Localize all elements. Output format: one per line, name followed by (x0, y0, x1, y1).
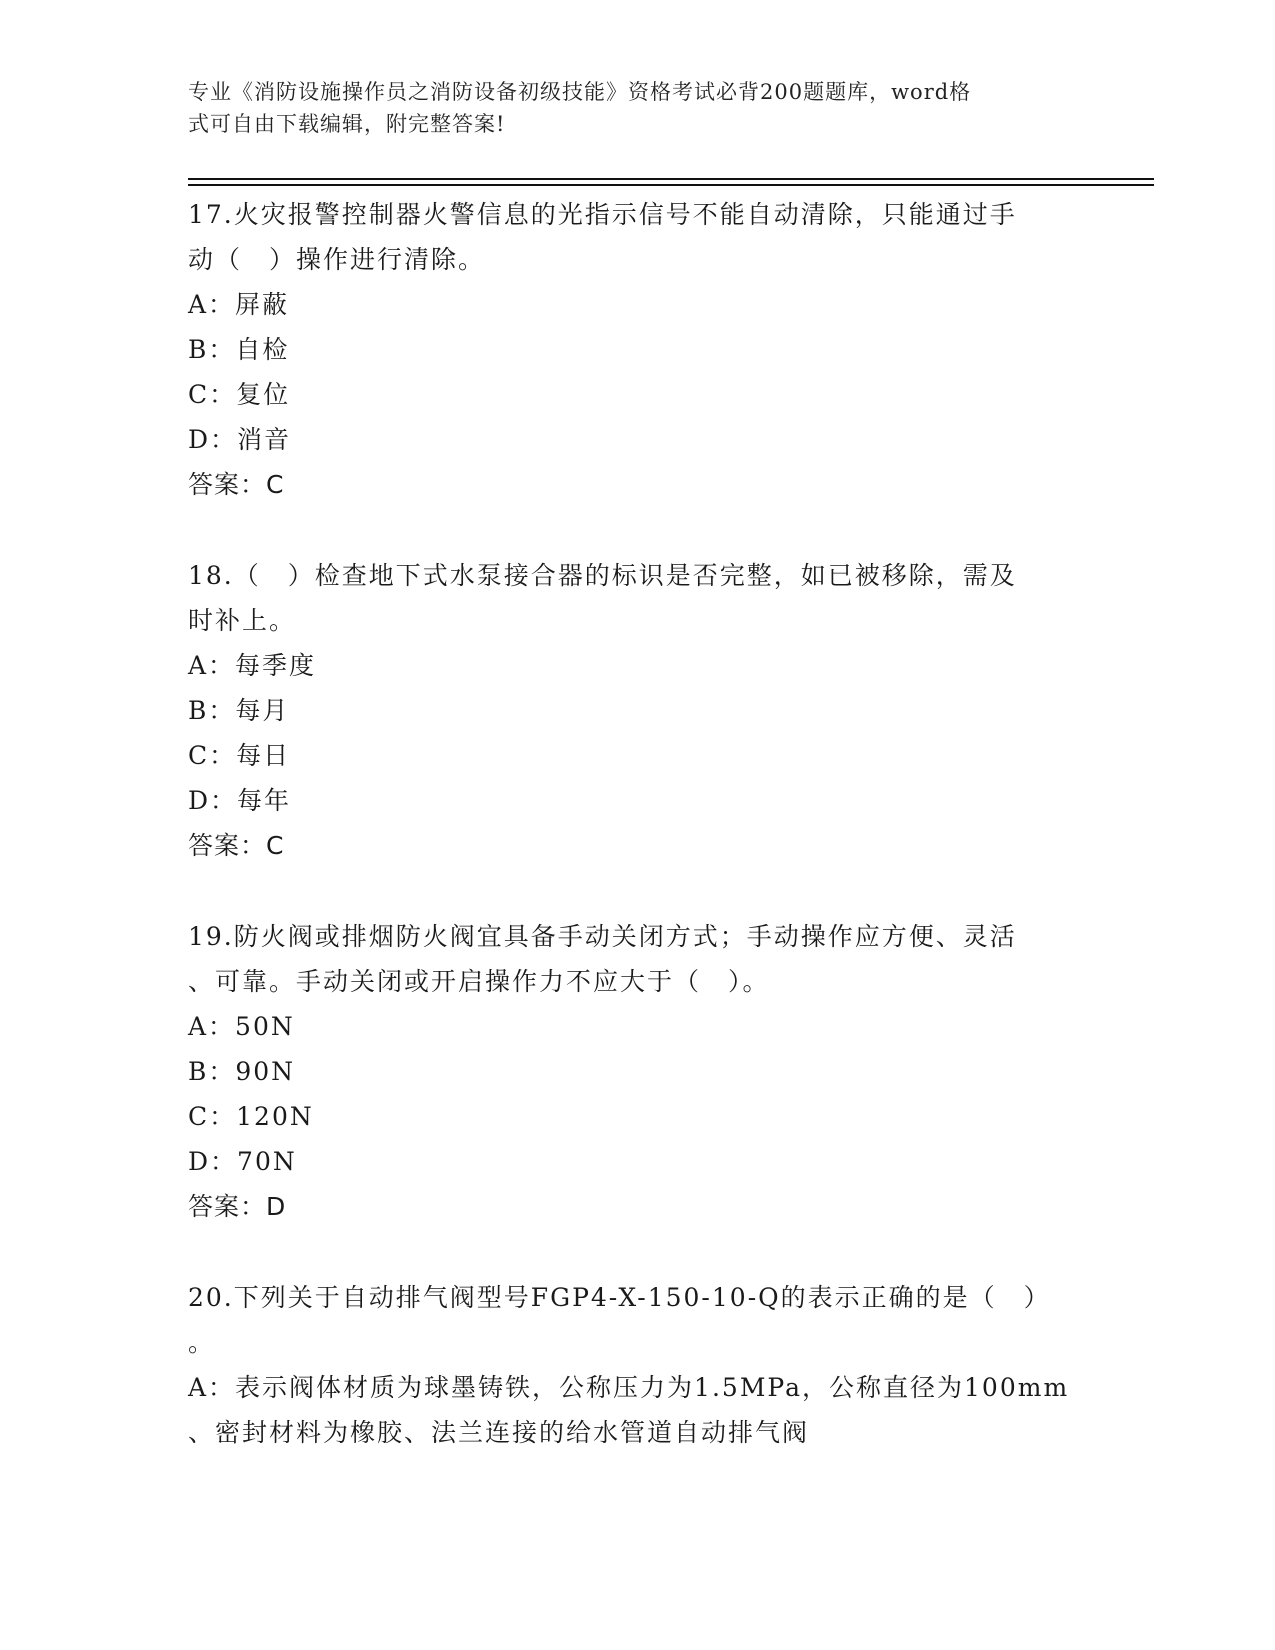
option-a: A：屏蔽 (188, 290, 290, 319)
option-a-continuation: 、密封材料为橡胶、法兰连接的给水管道自动排气阀 (188, 1418, 810, 1447)
header-divider-top (188, 178, 1154, 180)
document-header (188, 76, 1068, 140)
question-19 (188, 914, 1068, 1229)
answer-line: 答案：D (188, 1192, 287, 1221)
option-a: A：表示阀体材质为球墨铸铁，公称压力为1.5MPa，公称直径为100mm (188, 1373, 1070, 1402)
option-b: B：90N (188, 1057, 296, 1086)
question-text-line: 19.防火阀或排烟防火阀宜具备手动关闭方式；手动操作应方便、灵活 (188, 922, 1017, 951)
header-line-2: 式可自由下载编辑，附完整答案! (188, 112, 506, 136)
question-20 (188, 1275, 1068, 1455)
option-d: D：70N (188, 1147, 297, 1176)
option-a: A：每季度 (188, 651, 317, 680)
question-18 (188, 553, 1068, 868)
question-text-line: 17.火灾报警控制器火警信息的光指示信号不能自动清除，只能通过手 (188, 200, 1017, 229)
question-text-line: 动（ ）操作进行清除。 (188, 245, 486, 274)
answer-line: 答案：C (188, 831, 285, 860)
question-17 (188, 192, 1068, 507)
question-gap (188, 507, 1068, 553)
option-d: D：消音 (188, 425, 292, 454)
question-text-line: 时补上。 (188, 606, 297, 635)
question-list (188, 192, 1068, 1455)
option-c: C：复位 (188, 380, 291, 409)
header-line-1: 专业《消防设施操作员之消防设备初级技能》资格考试必背200题题库，word格 (188, 80, 972, 104)
question-text-line: 18.（ ）检查地下式水泵接合器的标识是否完整，如已被移除，需及 (188, 561, 1017, 590)
question-text-line: 、可靠。手动关闭或开启操作力不应大于（ ）。 (188, 967, 770, 996)
question-text-line: 。 (188, 1328, 216, 1357)
option-d: D：每年 (188, 786, 292, 815)
question-text-line: 20.下列关于自动排气阀型号FGP4-X-150-10-Q的表示正确的是（ ） (188, 1283, 1051, 1312)
question-gap (188, 1229, 1068, 1275)
option-b: B：每月 (188, 696, 290, 725)
answer-line: 答案：C (188, 470, 285, 499)
header-divider-bottom (188, 184, 1154, 186)
question-gap (188, 868, 1068, 914)
option-c: C：120N (188, 1102, 314, 1131)
option-a: A：50N (188, 1012, 295, 1041)
option-b: B：自检 (188, 335, 290, 364)
option-c: C：每日 (188, 741, 291, 770)
